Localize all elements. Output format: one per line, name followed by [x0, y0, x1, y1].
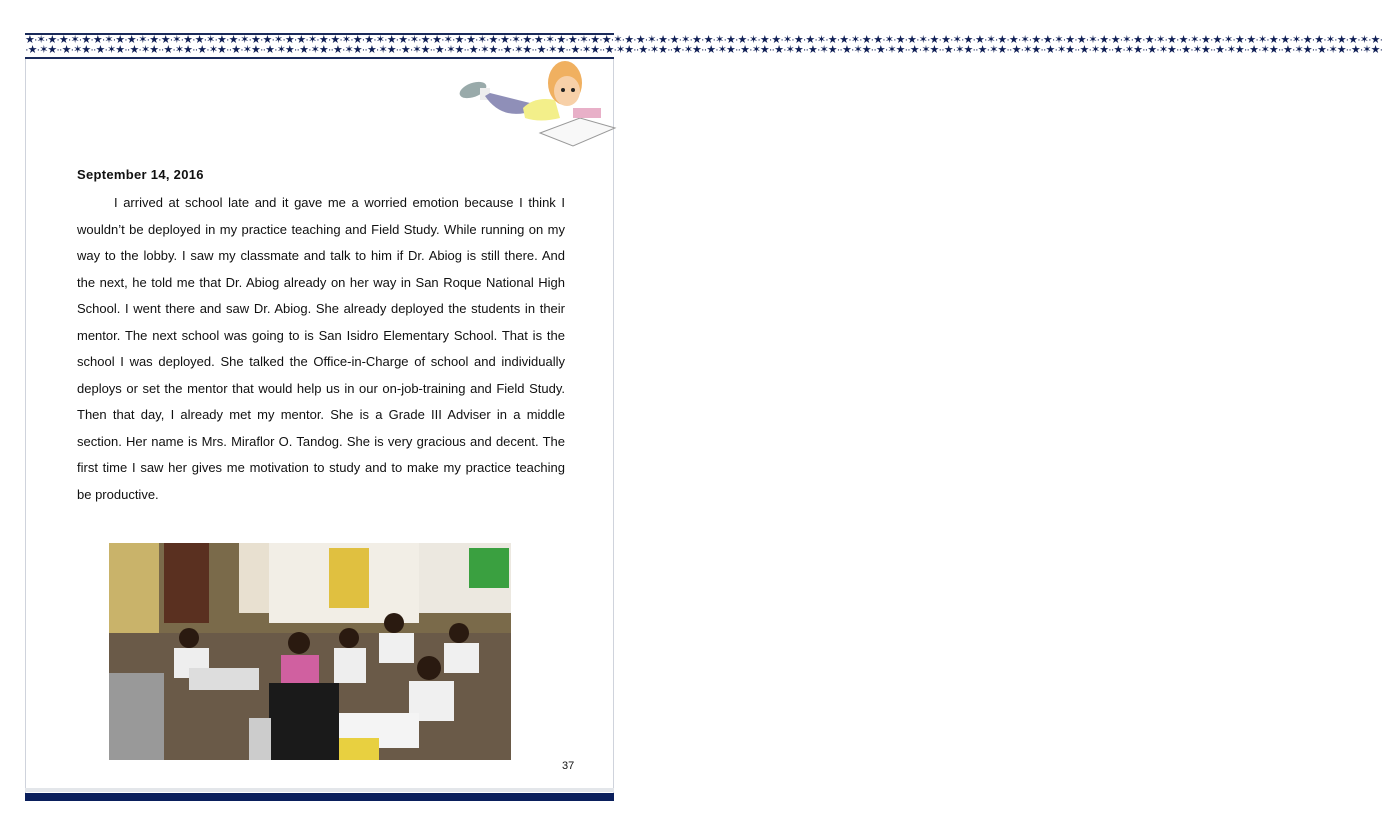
paragraph-line: deploys or set the mentor that would help us in our on-job-training and Field Study.: [77, 380, 565, 396]
entry-date: September 14, 2016: [77, 167, 204, 182]
paragraph-line: the next, he told me that Dr. Abiog already on her way in San Roque National High: [77, 274, 565, 290]
footer-bar: [25, 793, 614, 801]
classroom-photo: [109, 543, 511, 760]
paragraph-line: mentor. The next school was going to is San Isidro Elementary School. That is the: [77, 327, 565, 343]
paragraph-line: section. Her name is Mrs. Miraflor O. Tandog. She is very gracious and decent. The: [77, 433, 565, 449]
paragraph-line: wouldn’t be deployed in my practice teaching and Field Study. While running on my: [77, 221, 565, 237]
journal-paragraph: [77, 190, 565, 508]
paragraph-line: Then that day, I already met my mentor. She is a Grade III Adviser in a middle: [77, 407, 565, 422]
paragraph-line: I arrived at school late and it gave me a worried emotion because I think I: [114, 195, 565, 210]
footer-rule: [25, 788, 614, 792]
boy-reading-illustration: [455, 58, 620, 158]
page-number: 37: [562, 760, 575, 772]
paragraph-line: School. I went there and saw Dr. Abiog. She already deployed the students in their: [77, 301, 565, 316]
paragraph-line: first time I saw her gives me motivation to study and to make my practice teaching: [77, 460, 565, 475]
paragraph-line: way to the lobby. I saw my classmate and talk to him if Dr. Abiog is still there. And: [77, 248, 565, 263]
paragraph-line: school I was deployed. She talked the Office-in-Charge of school and individually: [77, 354, 565, 369]
paragraph-line: be productive.: [77, 486, 159, 502]
star-border-decoration: ★·✶·★·★·✶·★·★·✶·★·★·✶·★·★·✶·★·★·✶·★·★·✶·★·★·✶·★·★·✶·★·★·✶·★·★·✶·★·★·✶·★·★·✶·★·★·✶·★·★·✶·★·★·✶·★·★·✶·★·★·✶·★·★·✶·★·★·✶·★·★·✶·★·★·✶·★·★·✶·★·★·✶·★·★·✶·★·★·✶·★·★·✶·★·★·✶·★·★·✶·★·★·✶·★·★·✶·★·★·✶·★·★·✶·★·★·✶·★·★·✶·★·★·✶·★·★·✶·★·★·✶·★·★·✶·★·★·✶·★· ·★·✶★··★·✶★··★·✶★··★·✶★··★·✶★··★·✶★··★·✶★··★·✶★··★·✶★··★·✶★··★·✶★··★·✶★··★·✶★··★·✶★··★·✶★··★·✶★··★·✶★··★·✶★··★·✶★··★·✶★··★·✶★··★·✶★··★·✶★··★·✶★··★·✶★··★·✶★··★·✶★··★·✶★··★·✶★··★·✶★··★·✶★··★·✶★··★·✶★··★·✶★··★·✶★··★·✶★··★·✶★··★·✶★··★·✶★··★·✶★·: [25, 33, 614, 59]
